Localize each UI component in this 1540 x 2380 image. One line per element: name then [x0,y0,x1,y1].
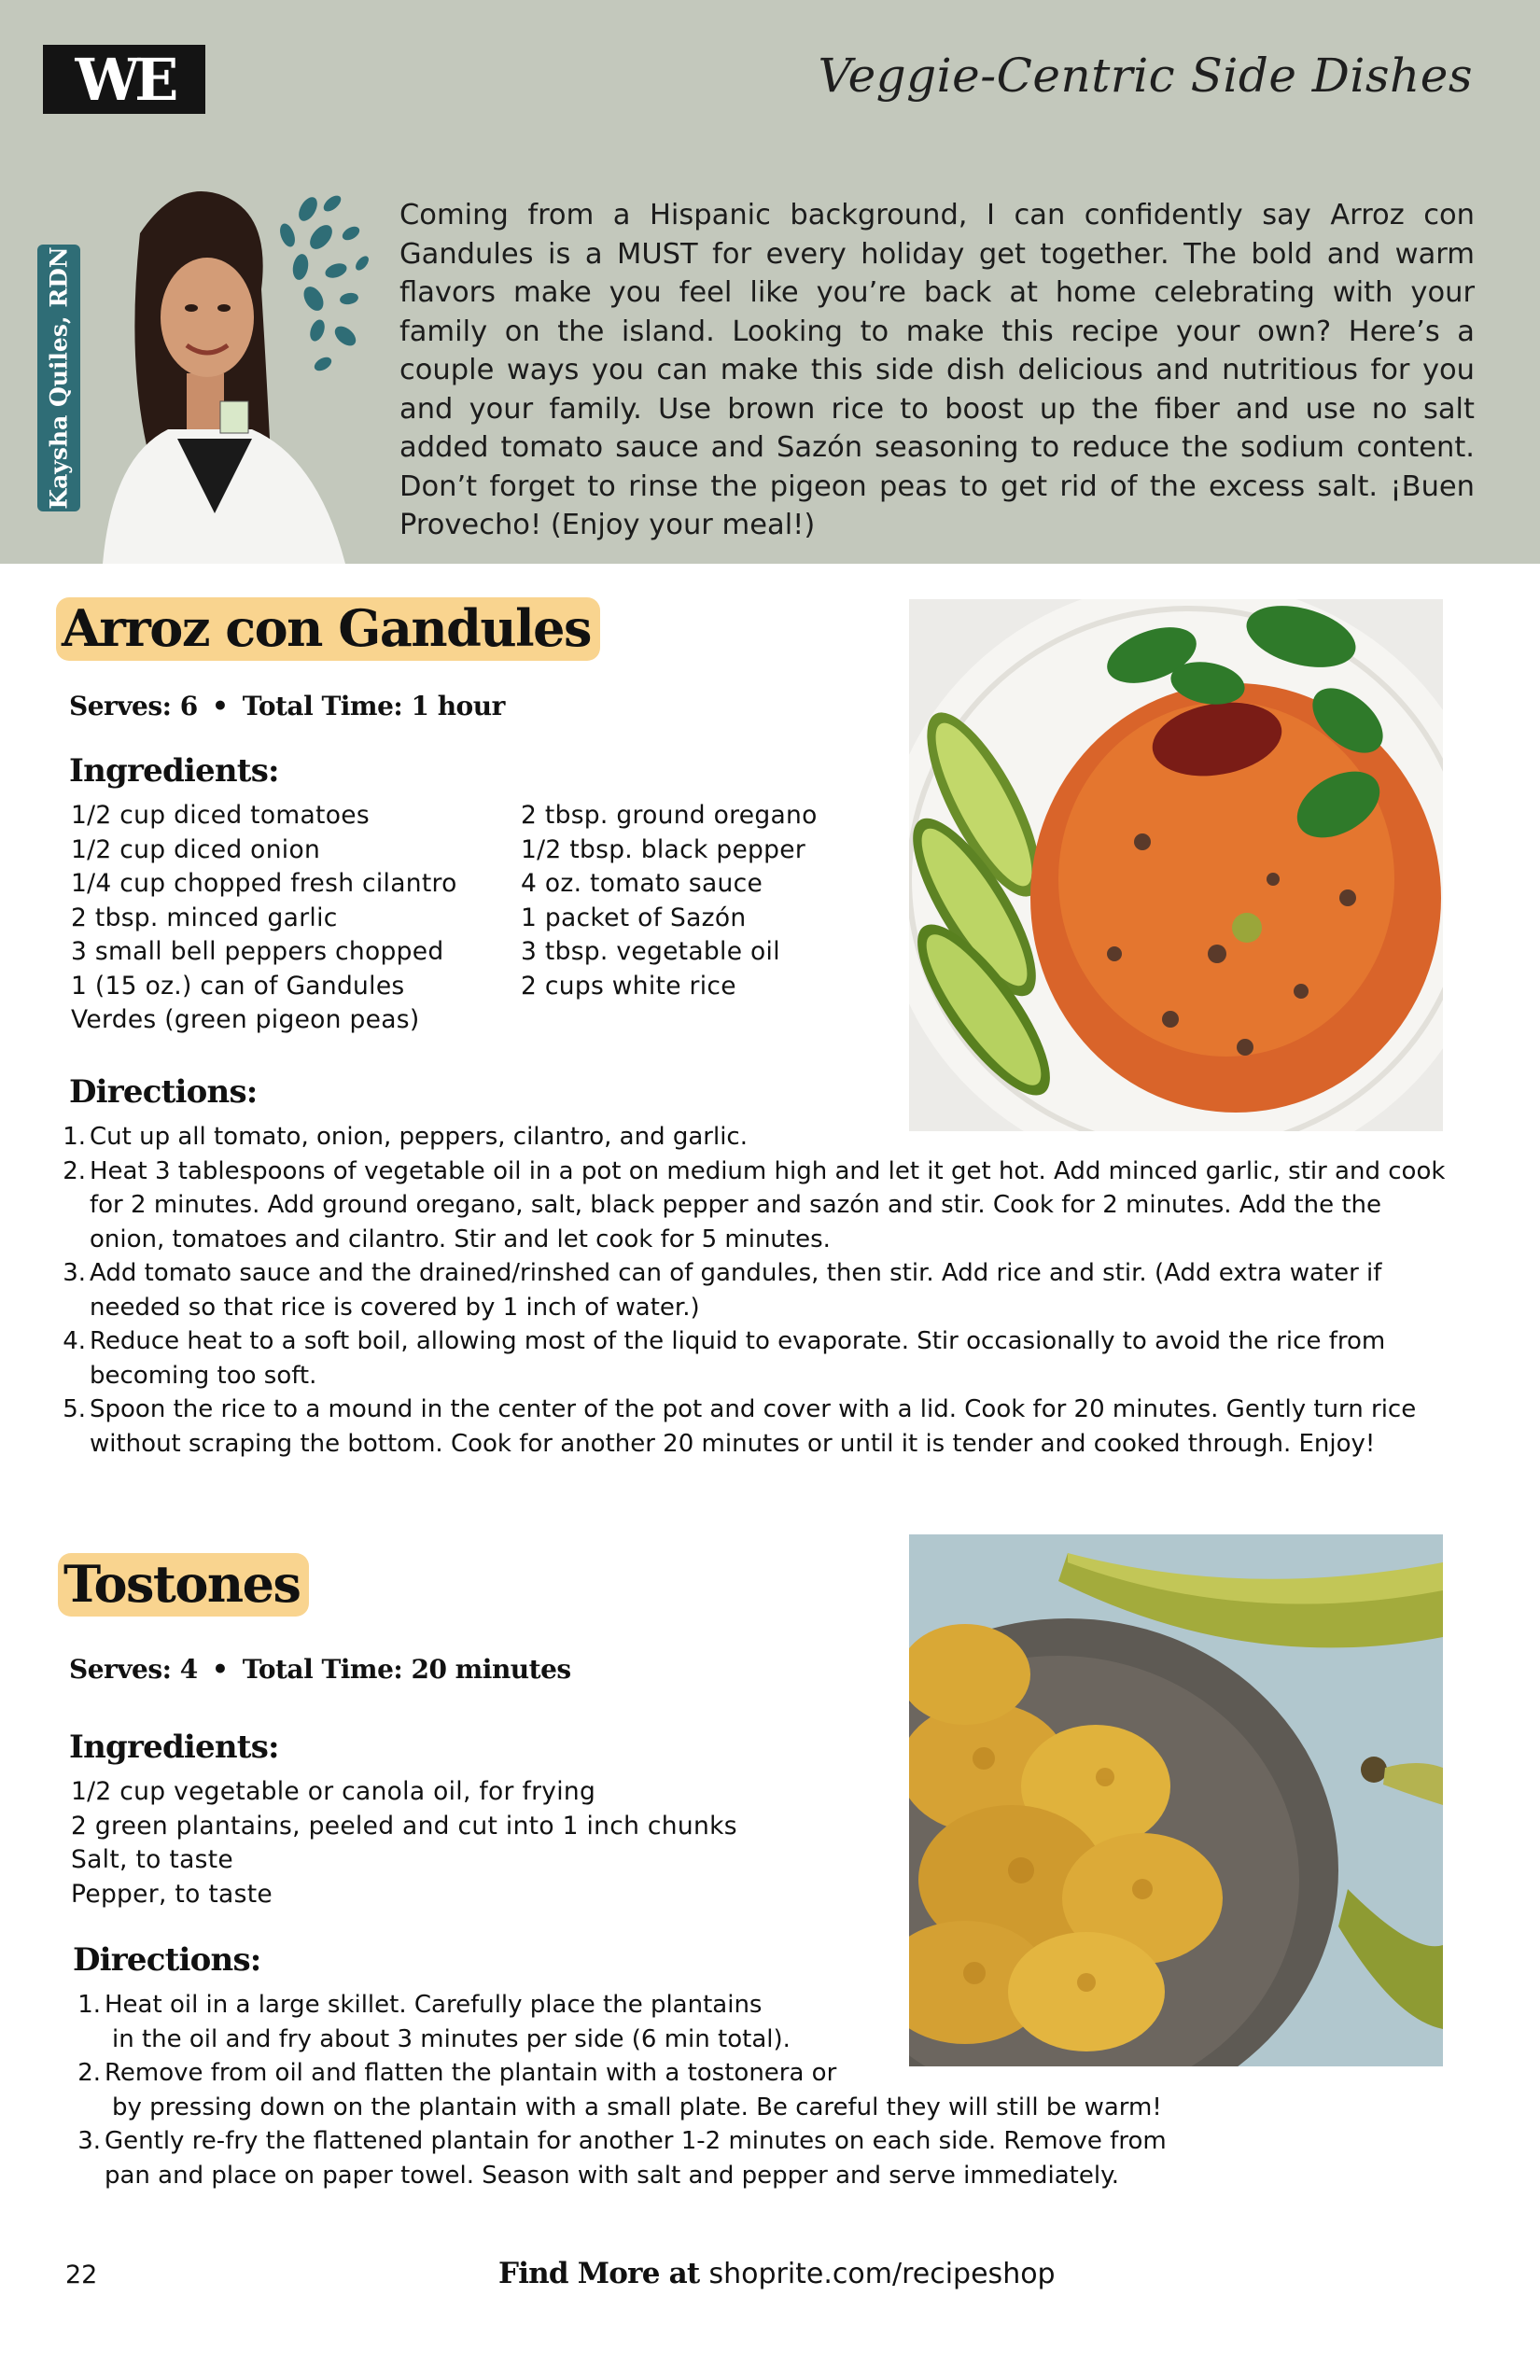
step-line: pan and place on paper towel. Season with salt and pepper and serve immediately. [105,2161,1120,2190]
directions-heading-tostones: Directions: [73,1941,261,1979]
step-line: onion, tomatoes and cilantro. Stir and let cook for 5 minutes. [90,1225,831,1253]
step-line: needed so that rice is covered by 1 inch of water.) [90,1293,700,1322]
ingredients-list-arroz-left [71,799,510,1038]
directions-list-tostones [77,1988,1383,2192]
we-logo [43,45,205,114]
ingredients-list-tostones [71,1775,892,1911]
serves-label: Serves: 6 [69,691,198,721]
ingredient-item: 2 green plantains, peeled and cut into 1 inch chunks [71,1811,737,1841]
direction-step [77,2056,1383,2124]
step-line: becoming too soft. [90,1361,317,1390]
direction-step [77,1988,1383,2056]
step-line: by pressing down on the plantain with a small plate. Be careful they will still be warm! [112,2093,1162,2121]
step-line: Remove from oil and flatten the plantain with a tostonera or [105,2059,837,2087]
step-line: Heat 3 tablespoons of vegetable oil in a pot on medium high and let it get hot. Add minced garlic, stir and cook [90,1156,1446,1185]
arroz-con-gandules-photo [909,599,1443,1131]
total-time-label: Total Time: 1 hour [242,691,505,721]
ingredient-item: 1 (15 oz.) can of Gandules [71,971,405,1001]
tostones-photo [909,1534,1443,2066]
serves-label: Serves: 4 [69,1654,198,1685]
ingredient-item: 1/2 cup vegetable or canola oil, for frying [71,1777,596,1806]
meta-bullet: • [212,1654,229,1685]
logo-text: WE [75,45,174,114]
recipe-meta-tostones [69,1654,571,1685]
recipe-meta-arroz [69,691,505,721]
direction-step [62,1155,1499,1257]
page-number: 22 [65,2261,98,2289]
step-number: 2. [77,2059,101,2087]
ingredient-item: Salt, to taste [71,1845,234,1874]
ingredient-item: 1/2 tbsp. black pepper [521,834,806,864]
step-line: without scraping the bottom. Cook for another 20 minutes or until it is tender and cooked through. Enjoy! [90,1429,1376,1458]
recipe-title-tostones: Tostones [58,1553,309,1617]
ingredients-heading-tostones: Ingredients: [69,1729,279,1766]
ingredient-item: 3 small bell peppers chopped [71,937,444,966]
step-number: 2. [63,1156,86,1185]
ingredient-item: 1/2 cup diced onion [71,834,321,864]
meta-bullet: • [212,691,229,721]
step-line: for 2 minutes. Add ground oregano, salt, black pepper and sazón and stir. Cook for 2 minutes. Add the the [90,1191,1382,1219]
direction-step [62,1393,1499,1461]
step-number: 1. [63,1123,86,1151]
step-line: Gently re-fry the flattened plantain for another 1-2 minutes on each side. Remove from [105,2127,1167,2155]
step-line: Heat oil in a large skillet. Carefully place the plantains [105,1991,763,2019]
ingredient-item: 1/2 cup diced tomatoes [71,801,370,830]
direction-step [77,2124,1383,2192]
section-title: Veggie-Centric Side Dishes [818,49,1473,103]
step-number: 4. [63,1327,86,1355]
step-number: 3. [77,2127,101,2155]
step-number: 1. [77,1991,101,2019]
intro-paragraph: Coming from a Hispanic background, I can confidently say Arroz con Gandules is a MUST for every holiday get together. The bold and warm flavors make you feel like you’re back at home celebrating with your family on the island. Looking to make this recipe your own? Here’s a couple ways you can make this side dish delicious and nutritious for you and your family. Use brown rice to boost up the fiber and use no salt added tomato sauce and Sazón seasoning to reduce the sodium content. Don’t forget to rinse the pigeon peas to get rid of the excess salt. ¡Buen Provecho! (Enjoy your meal!) [399,199,1475,541]
direction-step [62,1256,1499,1324]
ingredient-item: 4 oz. tomato sauce [521,869,763,898]
ingredients-list-arroz-right [521,799,894,1003]
directions-list-arroz [62,1120,1499,1461]
step-line: Cut up all tomato, onion, peppers, cilantro, and garlic. [90,1123,748,1151]
direction-step [62,1120,1499,1155]
directions-heading-arroz: Directions: [69,1073,258,1111]
leaf-decoration-icon [277,192,371,373]
ingredient-item: Verdes (green pigeon peas) [71,1005,420,1034]
ingredient-item: 1/4 cup chopped fresh cilantro [71,869,457,898]
ingredient-item: 2 tbsp. minced garlic [71,903,338,932]
step-number: 3. [63,1259,86,1287]
ingredient-item: 2 tbsp. ground oregano [521,801,818,830]
ingredient-item: 3 tbsp. vegetable oil [521,937,780,966]
step-line: Add tomato sauce and the drained/rinshed can of gandules, then stir. Add rice and stir. (Add extra water if [90,1259,1382,1287]
total-time-label: Total Time: 20 minutes [242,1654,571,1685]
step-line: Spoon the rice to a mound in the center of the pot and cover with a lid. Cook for 20 minutes. Gently turn rice [90,1395,1417,1423]
step-line: in the oil and fry about 3 minutes per side (6 min total). [112,2024,791,2053]
author-portrait [37,177,383,564]
author-name: Kaysha Quiles, RDN [45,246,73,510]
author-name-tag [37,245,80,511]
recipe-title-arroz: Arroz con Gandules [56,597,600,661]
ingredient-item: Pepper, to taste [71,1879,273,1909]
ingredient-item: 2 cups white rice [521,971,736,1001]
footer [498,2257,1056,2290]
ingredients-heading-arroz: Ingredients: [69,752,279,790]
direction-step [62,1324,1499,1393]
footer-link[interactable]: shoprite.com/recipeshop [708,2258,1056,2290]
step-number: 5. [63,1395,86,1423]
step-line: Reduce heat to a soft boil, allowing most of the liquid to evaporate. Stir occasionally to avoid the rice from [90,1327,1386,1355]
ingredient-item: 1 packet of Sazón [521,903,747,932]
footer-lead: Find More at [498,2257,700,2290]
